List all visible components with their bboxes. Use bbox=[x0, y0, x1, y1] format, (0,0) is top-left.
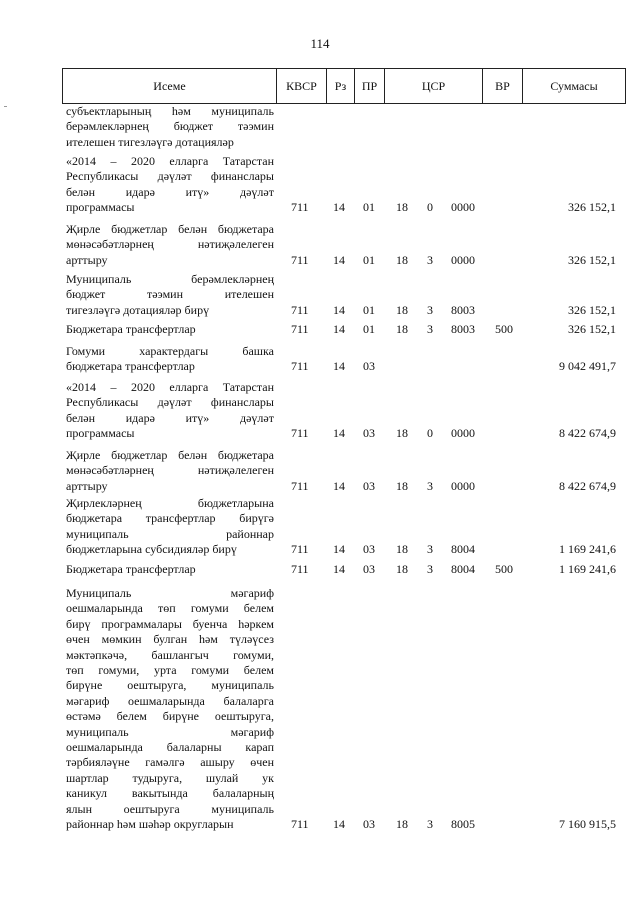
row-description-line: тәрбияләүне гамәлгә ашыру өчен bbox=[66, 755, 274, 770]
cell-pr: 03 bbox=[363, 359, 375, 374]
header-rz: Рз bbox=[327, 69, 355, 103]
row-description-line: бюджетара трансфертлар бирүгә bbox=[66, 511, 274, 526]
cell-pr: 03 bbox=[363, 542, 375, 557]
cell-kvsr: 711 bbox=[291, 478, 309, 493]
cell-pr: 03 bbox=[363, 426, 375, 441]
cell-kvsr: 711 bbox=[291, 817, 309, 831]
row-description bbox=[66, 154, 274, 216]
cell-sum: 326 152,1 bbox=[568, 200, 616, 215]
cell-csr3: 0000 bbox=[451, 478, 475, 493]
table-header bbox=[62, 68, 626, 104]
cell-pr: 01 bbox=[363, 200, 375, 215]
row-description-line: Җирлекләрнең бюджетларына bbox=[66, 496, 274, 510]
cell-csr2: 3 bbox=[427, 542, 433, 557]
row-description-line: белән идарә итү» дәүләт bbox=[66, 410, 274, 425]
row-description-line: Җирле бюджетлар белән бюджетара bbox=[66, 222, 274, 236]
row-description-line: арттыру bbox=[66, 478, 108, 493]
cell-sum: 8 422 674,9 bbox=[559, 478, 616, 493]
row-description-line: программасы bbox=[66, 200, 135, 215]
row-description-line: оешмаларында төп гомуми белем bbox=[66, 601, 274, 616]
cell-rz: 14 bbox=[333, 426, 345, 441]
row-description bbox=[66, 222, 274, 268]
cell-csr1: 18 bbox=[396, 542, 408, 557]
row-description-line: бюджет тәэмин ителешен bbox=[66, 287, 274, 302]
row-description-line: мөнәсәбәтләрнең нәтиҗәлелеген bbox=[66, 237, 274, 252]
cell-rz: 14 bbox=[333, 322, 345, 336]
row-description-line: бирү программалары буенча һәркем bbox=[66, 616, 274, 631]
cell-csr3: 8005 bbox=[451, 817, 475, 831]
row-description bbox=[66, 322, 274, 337]
row-description-line: Гомуми характердагы башка bbox=[66, 344, 274, 358]
row-description-line: бюджетларына субсидияләр бирү bbox=[66, 542, 237, 557]
row-description-line: ялын оештыруга муниципаль bbox=[66, 801, 274, 816]
row-description-line: мөнәсәбәтләрнең нәтиҗәлелеген bbox=[66, 463, 274, 478]
row-description-line: Бюджетара трансфертлар bbox=[66, 322, 196, 336]
cell-sum: 9 042 491,7 bbox=[559, 359, 616, 374]
row-description-line: муниципаль мәгариф bbox=[66, 724, 274, 739]
header-name: Исеме bbox=[63, 69, 277, 103]
cell-pr: 01 bbox=[363, 302, 375, 317]
row-description-line: Республикасы дәүләт финанслары bbox=[66, 169, 274, 184]
row-description-line: бирүне оештыруга, муниципаль bbox=[66, 678, 274, 693]
cell-rz: 14 bbox=[333, 359, 345, 374]
cell-kvsr: 711 bbox=[291, 562, 309, 576]
row-description-line: оешмаларында балаларны карап bbox=[66, 740, 274, 755]
row-description bbox=[66, 344, 274, 375]
row-description-line: берәмлекләрнең бюджет тәэмин bbox=[66, 119, 274, 134]
cell-csr2: 3 bbox=[427, 562, 433, 576]
cell-rz: 14 bbox=[333, 252, 345, 267]
cell-kvsr: 711 bbox=[291, 542, 309, 557]
row-description bbox=[66, 586, 274, 833]
cell-pr: 01 bbox=[363, 252, 375, 267]
row-description-line: «2014 – 2020 елларга Татарстан bbox=[66, 380, 274, 394]
cell-sum: 1 169 241,6 bbox=[559, 562, 616, 576]
row-description-line: субъектларының һәм муниципаль bbox=[66, 104, 274, 118]
cell-sum: 1 169 241,6 bbox=[559, 542, 616, 557]
row-description-line: бюджетара трансфертлар bbox=[66, 359, 195, 374]
cell-csr2: 0 bbox=[427, 426, 433, 441]
page-number: 114 bbox=[310, 36, 330, 51]
cell-csr3: 0000 bbox=[451, 426, 475, 441]
cell-vr: 500 bbox=[495, 562, 513, 576]
cell-csr1: 18 bbox=[396, 252, 408, 267]
margin-mark bbox=[4, 106, 7, 107]
cell-csr1: 18 bbox=[396, 322, 408, 336]
cell-csr2: 0 bbox=[427, 200, 433, 215]
cell-csr3: 8004 bbox=[451, 562, 475, 576]
row-description bbox=[66, 380, 274, 442]
cell-rz: 14 bbox=[333, 817, 345, 831]
row-description-line: Җирле бюджетлар белән бюджетара bbox=[66, 448, 274, 462]
cell-rz: 14 bbox=[333, 562, 345, 576]
cell-csr1: 18 bbox=[396, 200, 408, 215]
cell-rz: 14 bbox=[333, 200, 345, 215]
cell-sum: 326 152,1 bbox=[568, 302, 616, 317]
row-description-line: программасы bbox=[66, 426, 135, 441]
cell-csr2: 3 bbox=[427, 302, 433, 317]
cell-vr: 500 bbox=[495, 322, 513, 336]
row-description-line: өчен мөмкин булган һәм түләүсез bbox=[66, 632, 274, 647]
row-description-line: төп гомуми, урта гомуми белем bbox=[66, 663, 274, 678]
cell-csr2: 3 bbox=[427, 817, 433, 831]
cell-rz: 14 bbox=[333, 302, 345, 317]
header-pr: ПР bbox=[355, 69, 385, 103]
cell-sum: 8 422 674,9 bbox=[559, 426, 616, 441]
cell-csr3: 8003 bbox=[451, 322, 475, 336]
row-description bbox=[66, 104, 274, 150]
row-description-line: ителешен тигезләүгә дотацияләр bbox=[66, 134, 234, 149]
row-description-line: өстәмә белем бирүне оештыруга, bbox=[66, 709, 274, 724]
cell-kvsr: 711 bbox=[291, 322, 309, 336]
header-csr: ЦСР bbox=[385, 69, 483, 103]
row-description-line: районнар һәм шәһәр округларын bbox=[66, 817, 234, 832]
row-description bbox=[66, 496, 274, 558]
row-description-line: Республикасы дәүләт финанслары bbox=[66, 395, 274, 410]
cell-kvsr: 711 bbox=[291, 200, 309, 215]
cell-csr3: 0000 bbox=[451, 252, 475, 267]
cell-csr1: 18 bbox=[396, 426, 408, 441]
row-description-line: Муниципаль берәмлекләрнең bbox=[66, 272, 274, 286]
row-description bbox=[66, 448, 274, 494]
cell-pr: 03 bbox=[363, 817, 375, 831]
row-description-line: Бюджетара трансфертлар bbox=[66, 562, 196, 576]
cell-csr2: 3 bbox=[427, 478, 433, 493]
cell-kvsr: 711 bbox=[291, 252, 309, 267]
row-description-line: тигезләүгә дотацияләр бирү bbox=[66, 302, 210, 317]
cell-pr: 01 bbox=[363, 322, 375, 336]
row-description-line: арттыру bbox=[66, 252, 108, 267]
cell-csr1: 18 bbox=[396, 562, 408, 576]
cell-csr2: 3 bbox=[427, 252, 433, 267]
cell-csr2: 3 bbox=[427, 322, 433, 336]
row-description-line: мәгариф оешмаларында балаларга bbox=[66, 693, 274, 708]
cell-csr1: 18 bbox=[396, 478, 408, 493]
cell-kvsr: 711 bbox=[291, 359, 309, 374]
row-description bbox=[66, 562, 274, 577]
cell-sum: 7 160 915,5 bbox=[559, 817, 616, 831]
row-description-line: шартлар тудыруга, шулай ук bbox=[66, 770, 274, 785]
cell-csr1: 18 bbox=[396, 817, 408, 831]
row-description-line: белән идарә итү» дәүләт bbox=[66, 184, 274, 199]
cell-rz: 14 bbox=[333, 542, 345, 557]
cell-csr3: 8003 bbox=[451, 302, 475, 317]
header-vr: ВР bbox=[483, 69, 523, 103]
cell-csr3: 0000 bbox=[451, 200, 475, 215]
row-description-line: «2014 – 2020 елларга Татарстан bbox=[66, 154, 274, 168]
row-description-line: муниципаль районнар bbox=[66, 526, 274, 541]
row-description-line: Муниципаль мәгариф bbox=[66, 586, 274, 600]
cell-csr3: 8004 bbox=[451, 542, 475, 557]
cell-pr: 03 bbox=[363, 478, 375, 493]
header-kvsr: КВСР bbox=[277, 69, 327, 103]
cell-sum: 326 152,1 bbox=[568, 322, 616, 336]
row-description-line: каникул вакытында балаларның bbox=[66, 786, 274, 801]
row-description-line: мәктәпкәчә, башлангыч гомуми, bbox=[66, 647, 274, 662]
cell-csr1: 18 bbox=[396, 302, 408, 317]
cell-sum: 326 152,1 bbox=[568, 252, 616, 267]
row-description bbox=[66, 272, 274, 318]
cell-kvsr: 711 bbox=[291, 426, 309, 441]
cell-kvsr: 711 bbox=[291, 302, 309, 317]
cell-pr: 03 bbox=[363, 562, 375, 576]
header-sum: Суммасы bbox=[550, 79, 598, 93]
cell-rz: 14 bbox=[333, 478, 345, 493]
